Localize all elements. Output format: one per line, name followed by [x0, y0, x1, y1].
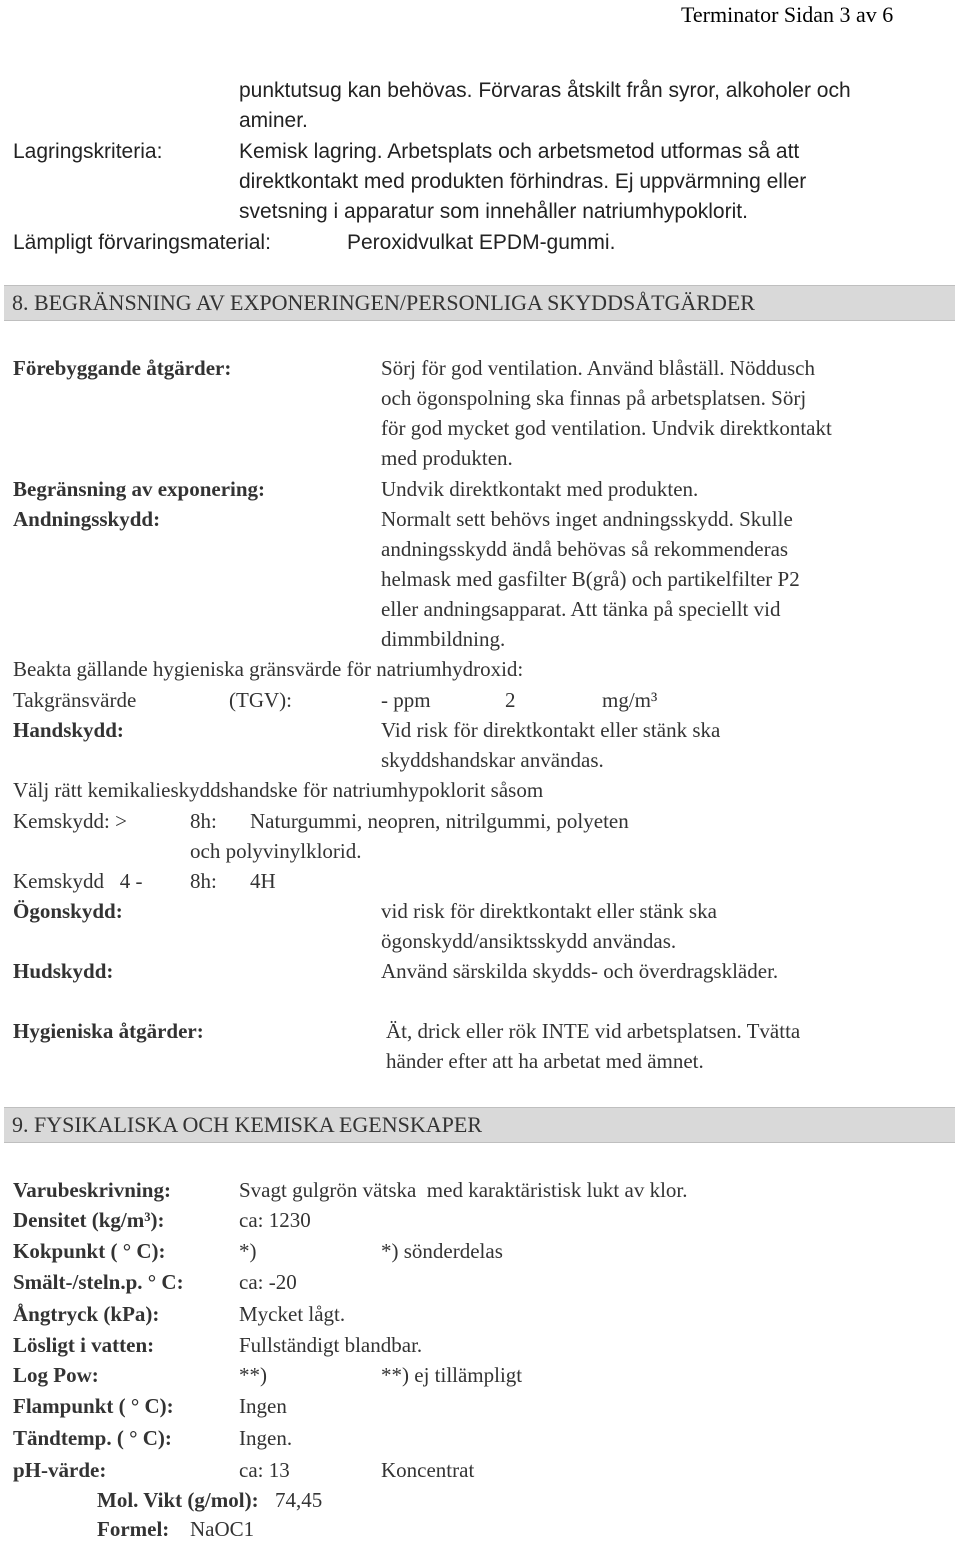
- storage-text-line: aminer.: [239, 109, 308, 132]
- glove-over-8h-time: 8h:: [190, 809, 217, 833]
- preventive-label: Förebyggande åtgärder:: [13, 356, 232, 380]
- property-label: Ångtryck (kPa):: [13, 1302, 160, 1326]
- hygiene-measures-label: Hygieniska åtgärder:: [13, 1019, 204, 1043]
- glove-4-8h-label: Kemskydd 4 -: [13, 869, 143, 893]
- hand-protection-line: skyddshandskar användas.: [381, 748, 604, 772]
- preventive-line: för god mycket god ventilation. Undvik direktkontakt: [381, 416, 832, 440]
- property-label: Flampunkt ( ° C):: [13, 1394, 174, 1418]
- preventive-line: Sörj för god ventilation. Använd blåställ. Nöddusch: [381, 356, 815, 380]
- property-value: ca: 1230: [239, 1208, 311, 1232]
- tgv-value: 2: [505, 688, 516, 712]
- storage-criteria-line: direktkontakt med produkten förhindras. Ej uppvärmning eller: [239, 170, 807, 193]
- storage-criteria-label: Lagringskriteria:: [13, 140, 163, 163]
- respiratory-label: Andningsskydd:: [13, 507, 161, 531]
- respiratory-line: Normalt sett behövs inget andningsskydd. Skulle: [381, 507, 793, 531]
- eye-protection-line: vid risk för direktkontakt eller stänk ska: [381, 899, 717, 923]
- glove-over-8h-label: Kemskydd: >: [13, 809, 127, 833]
- formula-value: NaOC1: [190, 1517, 255, 1541]
- exposure-limit-label: Begränsning av exponering:: [13, 477, 266, 501]
- respiratory-line: eller andningsapparat. Att tänka på speciellt vid: [381, 597, 781, 621]
- storage-criteria-line: svetsning i apparatur som innehåller natriumhypoklorit.: [239, 200, 748, 223]
- formula-label: Formel:: [97, 1517, 170, 1541]
- tgv-unit: mg/m³: [602, 688, 658, 712]
- property-label: Densitet (kg/m³):: [13, 1208, 165, 1232]
- storage-criteria-line: Kemisk lagring. Arbetsplats och arbetsmetod utformas så att: [239, 140, 800, 163]
- glove-note: Välj rätt kemikalieskyddshandske för natriumhypoklorit såsom: [13, 778, 544, 802]
- hand-protection-label: Handskydd:: [13, 718, 124, 742]
- skin-protection-value: Använd särskilda skydds- och överdragskläder.: [381, 959, 779, 983]
- property-label: Tändtemp. ( ° C):: [13, 1426, 172, 1450]
- property-label: Smält-/steln.p. ° C:: [13, 1270, 184, 1294]
- property-note: Koncentrat: [381, 1458, 475, 1482]
- property-label: pH-värde:: [13, 1458, 107, 1482]
- property-label: Log Pow:: [13, 1363, 99, 1387]
- property-value: **): [239, 1363, 267, 1387]
- storage-material-label: Lämpligt förvaringsmaterial:: [13, 231, 271, 254]
- skin-protection-label: Hudskydd:: [13, 959, 114, 983]
- property-value: Ingen: [239, 1394, 287, 1418]
- property-value: ca: -20: [239, 1270, 297, 1294]
- section-9-title: 9. FYSIKALISKA OCH KEMISKA EGENSKAPER: [12, 1112, 482, 1137]
- eye-protection-label: Ögonskydd:: [13, 899, 123, 923]
- tgv-label: Takgränsvärde: [13, 688, 137, 712]
- property-value: Fullständigt blandbar.: [239, 1333, 423, 1357]
- property-value: ca: 13: [239, 1458, 290, 1482]
- mol-weight-label: Mol. Vikt (g/mol):: [97, 1488, 259, 1512]
- property-note: *) sönderdelas: [381, 1239, 503, 1263]
- glove-over-8h-line: och polyvinylklorid.: [190, 839, 362, 863]
- respiratory-line: dimmbildning.: [381, 627, 506, 651]
- tgv-ppm: - ppm: [381, 688, 431, 712]
- property-label: Kokpunkt ( ° C):: [13, 1239, 166, 1263]
- respiratory-line: helmask med gasfilter B(grå) och partikelfilter P2: [381, 567, 800, 591]
- hygiene-measures-line: Ät, drick eller rök INTE vid arbetsplatsen. Tvätta: [386, 1019, 801, 1043]
- property-label: Lösligt i vatten:: [13, 1333, 155, 1357]
- property-value: Ingen.: [239, 1426, 293, 1450]
- property-value: *): [239, 1239, 257, 1263]
- glove-4-8h-time: 8h:: [190, 869, 217, 893]
- section-8-title: 8. BEGRÄNSNING AV EXPONERINGEN/PERSONLIGA SKYDDSÅTGÄRDER: [12, 290, 755, 315]
- mol-weight-value: 74,45: [275, 1488, 323, 1512]
- eye-protection-line: ögonskydd/ansiktsskydd användas.: [381, 929, 677, 953]
- storage-material-value: Peroxidvulkat EPDM-gummi.: [347, 231, 616, 254]
- property-value: Svagt gulgrön vätska med karaktäristisk lukt av klor.: [239, 1178, 688, 1202]
- glove-4-8h-value: 4H: [250, 869, 276, 893]
- respiratory-line: andningsskydd ändå behövas så rekommenderas: [381, 537, 789, 561]
- storage-text-line: punktutsug kan behövas. Förvaras åtskilt från syror, alkoholer och: [239, 79, 851, 102]
- property-note: **) ej tillämpligt: [381, 1363, 523, 1387]
- hand-protection-line: Vid risk för direktkontakt eller stänk ska: [381, 718, 721, 742]
- preventive-line: och ögonspolning ska finnas på arbetsplatsen. Sörj: [381, 386, 807, 410]
- property-value: Mycket lågt.: [239, 1302, 346, 1326]
- preventive-line: med produkten.: [381, 446, 513, 470]
- tgv-abbr: (TGV):: [229, 688, 292, 712]
- glove-over-8h-line: Naturgummi, neopren, nitrilgummi, polyeten: [250, 809, 629, 833]
- hygiene-limit-note: Beakta gällande hygieniska gränsvärde för natriumhydroxid:: [13, 657, 524, 681]
- property-label: Varubeskrivning:: [13, 1178, 171, 1202]
- exposure-limit-value: Undvik direktkontakt med produkten.: [381, 477, 699, 501]
- hygiene-measures-line: händer efter att ha arbetat med ämnet.: [386, 1049, 704, 1073]
- page-header: Terminator Sidan 3 av 6: [681, 2, 894, 27]
